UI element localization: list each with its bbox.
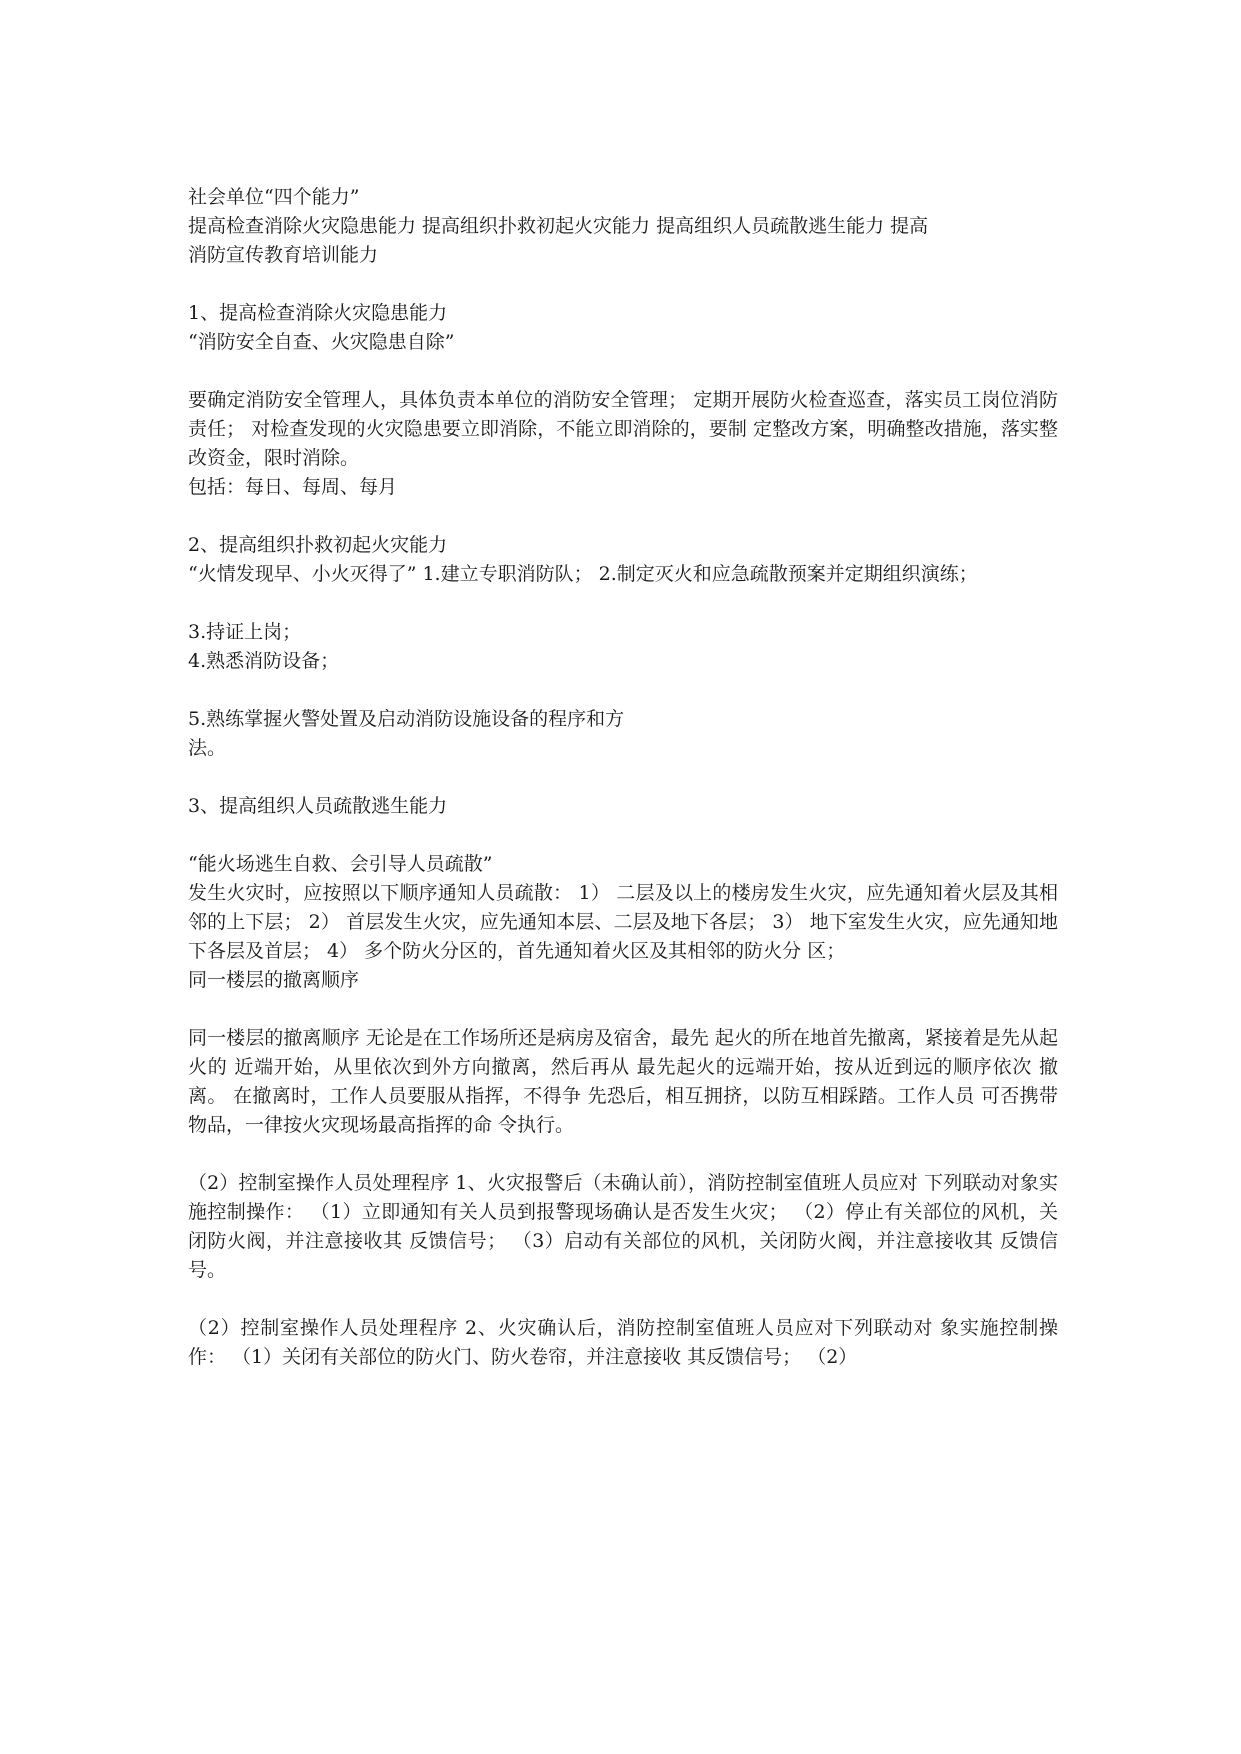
section-body: 要确定消防安全管理人，具体负责本单位的消防安全管理； 定期开展防火检查巡查，落实员工岗位消防责任； 对检查发现的火灾隐患要立即消除，不能立即消除的，要制 定整改方案，明确整改措施，落实整改资金，限时消除。 (188, 389, 1058, 469)
list-item: 5.熟练掌握火警处置及启动消防设施设备的程序和方 (188, 708, 625, 730)
section-heading: 2、提高组织扑救初起火灾能力 (188, 534, 448, 556)
section-note: 包括：每日、每周、每月 (188, 476, 398, 498)
section-body: 发生火灾时，应按照以下顺序通知人员疏散： 1） 二层及以上的楼房发生火灾，应先通知着火层及其相 邻的上下层； 2） 首层发生火灾，应先通知本层、二层及地下各层； 3） 地下室发生火灾，应先通知地下各层及首层； 4） 多个防火分区的，首先通知着火区及其相邻的防火分 区； (188, 882, 1058, 962)
procedure-paragraph: （2）控制室操作人员处理程序 1、火灾报警后（未确认前），消防控制室值班人员应对 下列联动对象实施控制操作： （1）立即通知有关人员到报警现场确认是否发生火灾； （2）停止有关部位的风机，关闭防火阀，并注意接收其 反馈信号； （3）启动有关部位的风机，关闭防火阀，并注意接收其 反馈信号。 (188, 1172, 1058, 1281)
summary-line: 提高检查消除火灾隐患能力 提高组织扑救初起火灾能力 提高组织人员疏散逃生能力 提高 (188, 215, 929, 237)
list-item: 4.熟悉消防设备； (188, 650, 340, 672)
subsection-title: 同一楼层的撤离顺序 (188, 969, 360, 991)
section-heading: 3、提高组织人员疏散逃生能力 (188, 795, 448, 817)
list-item: 3.持证上岗； (188, 621, 302, 643)
procedure-paragraph: （2）控制室操作人员处理程序 2、火灾确认后，消防控制室值班人员应对下列联动对 象实施控制操作： （1）关闭有关部位的防火门、防火卷帘，并注意接收 其反馈信号； （2） (188, 1317, 1058, 1368)
summary-line: 消防宣传教育培训能力 (188, 244, 379, 266)
section-body: 同一楼层的撤离顺序 无论是在工作场所还是病房及宿舍，最先 起火的所在地首先撤离，紧接着是先从起火的 近端开始，从里依次到外方向撤离，然后再从 最先起火的远端开始，按从近到远的顺序依次 撤离。 在撤离时，工作人员要服从指挥，不得争 先恐后，相互拥挤，以防互相踩踏。工作人员 可否携带物品，一律按火灾现场最高指挥的命 令执行。 (188, 1027, 1058, 1136)
list-item-continuation: 法。 (188, 737, 227, 759)
section-body: “火情发现早、小火灭得了” 1.建立专职消防队； 2.制定灭火和应急疏散预案并定期组织演练； (188, 563, 978, 585)
section-heading: 1、提高检查消除火灾隐患能力 (188, 302, 448, 324)
section-slogan: “消防安全自查、火灾隐患自除” (188, 331, 455, 353)
section-slogan: “能火场逃生自救、会引导人员疏散” (188, 853, 493, 875)
document-page (188, 183, 1058, 1372)
document-title: 社会单位“四个能力” (188, 186, 360, 208)
